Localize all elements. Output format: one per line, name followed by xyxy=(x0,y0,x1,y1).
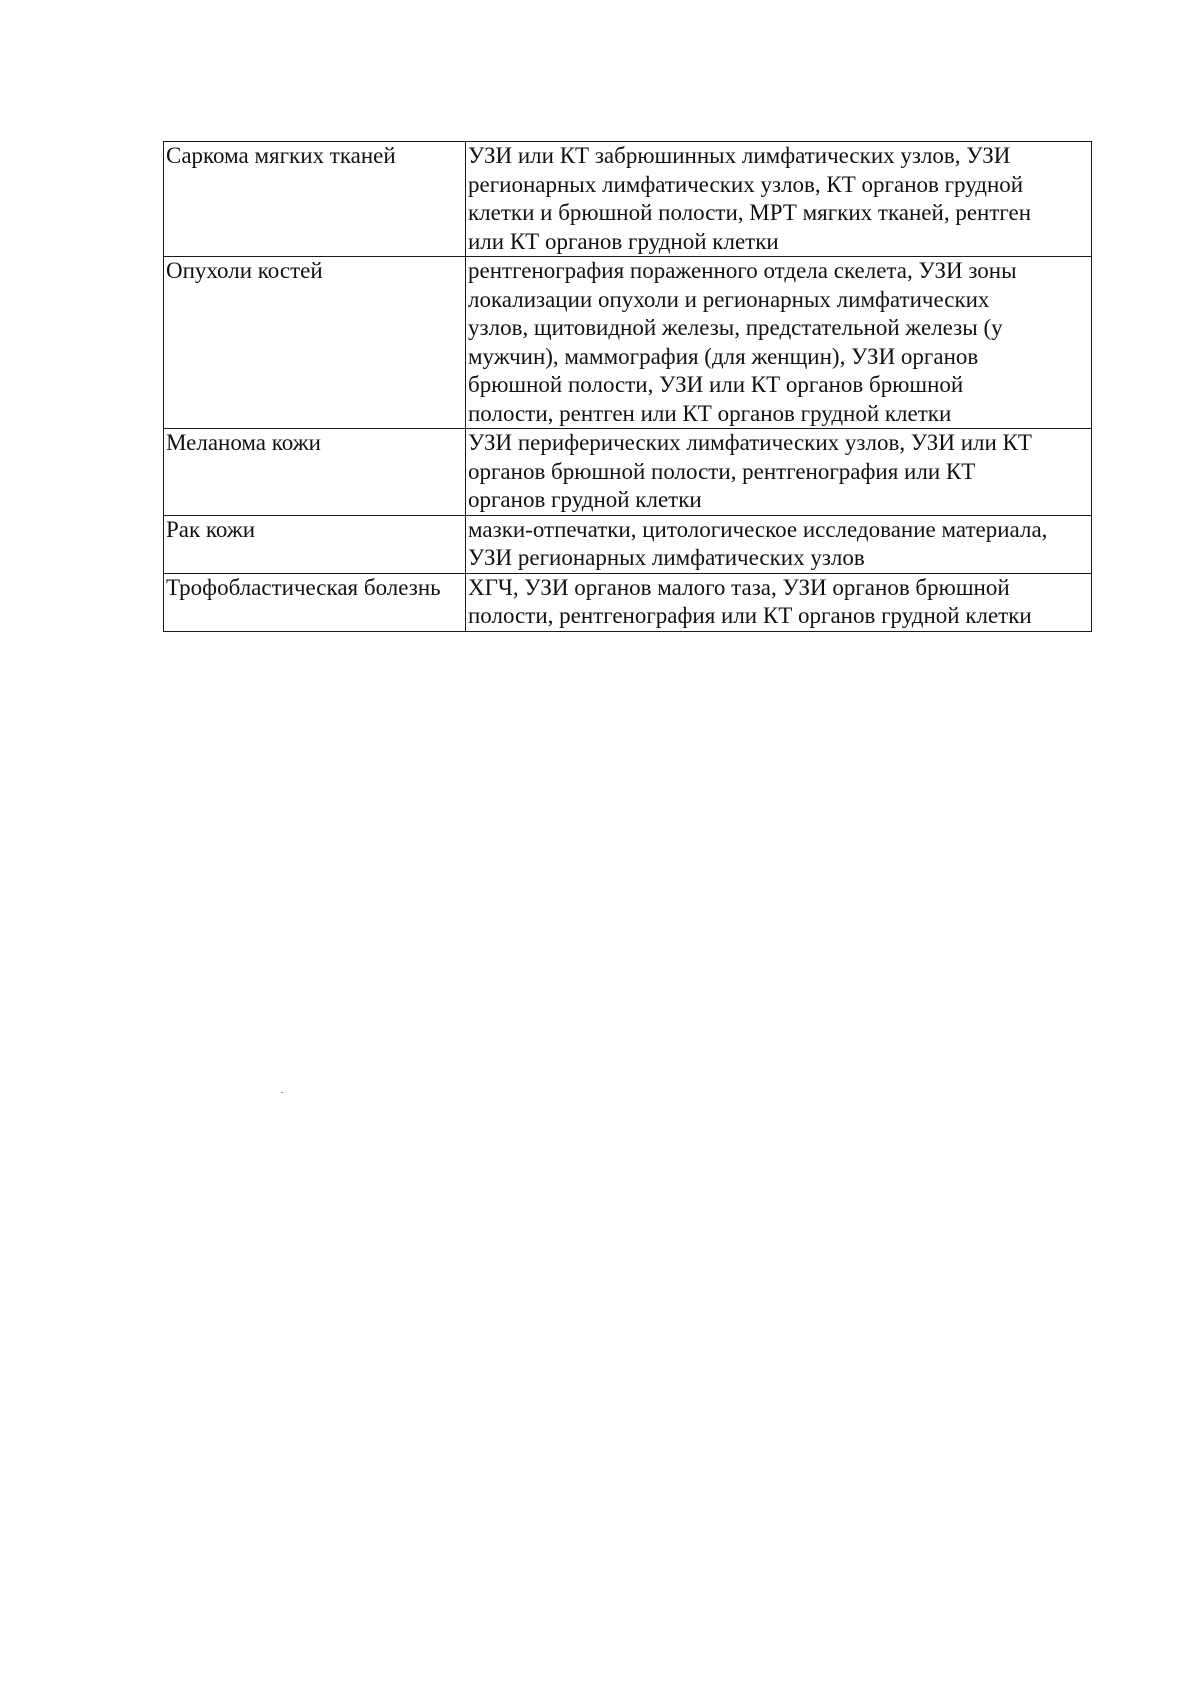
line: Трофобластическая болезнь xyxy=(166,574,441,600)
methods-cell xyxy=(466,429,1092,516)
line: локализации опухоли и регионарных лимфатических xyxy=(468,286,990,312)
methods-cell xyxy=(466,142,1092,257)
line: или КТ органов грудной клетки xyxy=(468,228,779,254)
methods-cell xyxy=(466,257,1092,429)
line: органов брюшной полости, рентгенография или КТ xyxy=(468,458,976,484)
line: Рак кожи xyxy=(166,516,256,542)
table-row xyxy=(164,515,1092,573)
disease-cell xyxy=(164,257,466,429)
line: клетки и брюшной полости, МРТ мягких тканей, рентген xyxy=(468,200,1032,225)
line: Опухоли костей xyxy=(166,258,323,283)
line: регионарных лимфатических узлов, КТ органов грудной xyxy=(468,171,1024,197)
table-row xyxy=(164,142,1092,257)
scan-speck xyxy=(281,1092,283,1093)
line: органов грудной клетки xyxy=(468,487,702,512)
line: Саркома мягких тканей xyxy=(166,143,396,168)
line: УЗИ регионарных лимфатических узлов xyxy=(468,545,865,570)
disease-cell xyxy=(164,573,466,631)
diagnostics-table xyxy=(163,141,1092,632)
line: УЗИ или КТ забрюшинных лимфатических узлов, УЗИ xyxy=(468,143,1011,168)
line: узлов, щитовидной железы, предстательной железы (у xyxy=(468,315,1003,340)
line: Меланома кожи xyxy=(166,430,321,455)
table-row xyxy=(164,573,1092,631)
line: мазки-отпечатки, цитологическое исследование материала, xyxy=(468,516,1048,542)
line: УЗИ периферических лимфатических узлов, УЗИ или КТ xyxy=(468,430,1032,455)
table-row xyxy=(164,257,1092,429)
line: мужчин), маммография (для женщин), УЗИ органов xyxy=(468,343,979,369)
disease-cell xyxy=(164,142,466,257)
methods-cell xyxy=(466,573,1092,631)
methods-cell xyxy=(466,515,1092,573)
line: рентгенография пораженного отдела скелета, УЗИ зоны xyxy=(468,258,1017,283)
line: ХГЧ, УЗИ органов малого таза, УЗИ органов брюшной xyxy=(468,574,1010,600)
disease-cell xyxy=(164,429,466,516)
table-row xyxy=(164,429,1092,516)
disease-cell xyxy=(164,515,466,573)
line: полости, рентген или КТ органов грудной клетки xyxy=(468,400,952,426)
line: полости, рентгенография или КТ органов грудной клетки xyxy=(468,603,1032,628)
table-body xyxy=(164,142,1092,632)
line: брюшной полости, УЗИ или КТ органов брюшной xyxy=(468,372,964,397)
